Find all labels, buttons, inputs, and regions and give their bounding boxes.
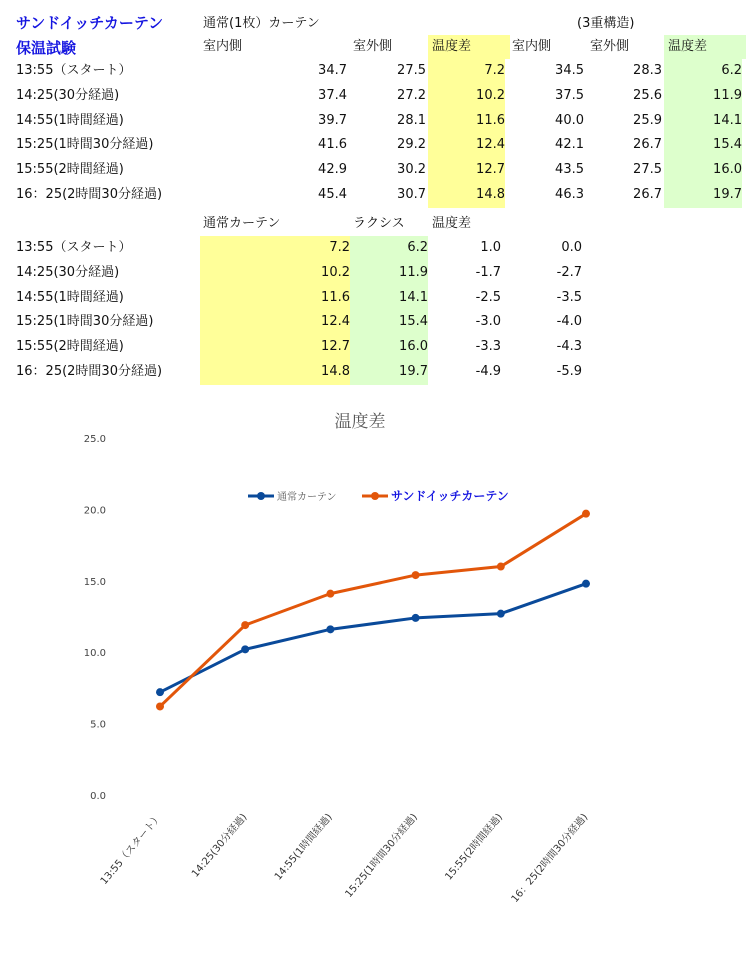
legend-marker	[257, 492, 265, 500]
data-point	[156, 702, 164, 710]
data-point	[156, 688, 164, 696]
table1-cell: 11.9	[664, 84, 742, 109]
table1-cell: 15.4	[664, 133, 742, 158]
table2-cell: 16.0	[350, 335, 428, 360]
data-point	[497, 563, 505, 571]
x-tick-label: 15:25(1時間30分経過)	[343, 811, 420, 900]
table2-cell: 0.0	[561, 240, 582, 255]
table1-header: 室外側	[353, 39, 393, 54]
table1-cell: 11.6	[428, 109, 505, 134]
y-tick-label: 25.0	[83, 434, 106, 445]
data-point	[241, 645, 249, 653]
table1-cell: 26.7	[633, 137, 662, 153]
series-line-2	[160, 514, 586, 707]
x-tick-label: 15:55(2時間経過)	[443, 811, 506, 883]
table2-cell: -3.3	[475, 339, 501, 355]
table1-cell: 14.1	[664, 109, 742, 134]
table2-cell: 15.4	[350, 310, 428, 335]
group1-label: 通常(1枚）カーテン	[203, 16, 320, 31]
table1-cell: 34.7	[318, 63, 347, 78]
page-subtitle: 保温試験	[16, 39, 77, 57]
table2-cell: 12.7	[200, 335, 350, 360]
line-chart	[0, 395, 750, 957]
table2-header: ラクシス	[353, 216, 405, 231]
table1-cell: 42.1	[555, 137, 584, 153]
data-point	[326, 590, 334, 598]
table2-cell: -3.0	[475, 314, 501, 330]
table1-cell: 14.8	[428, 183, 505, 208]
table1-cell: 41.6	[318, 137, 347, 153]
data-point	[412, 571, 420, 579]
table1-cell: 40.0	[555, 112, 584, 128]
table1-row-label: 15:55(2時間経過)	[16, 162, 124, 178]
table2-row-label: 15:55(2時間経過)	[16, 339, 124, 355]
table1-cell: 42.9	[318, 162, 347, 178]
table1-row-label: 14:25(30分経過)	[16, 87, 120, 103]
table2-cell: -4.0	[556, 314, 582, 330]
table1-cell: 12.4	[428, 133, 505, 158]
table1-cell: 28.3	[633, 63, 662, 78]
table1-cell: 30.2	[397, 162, 426, 178]
table1-cell: 6.2	[664, 59, 742, 84]
data-point	[582, 510, 590, 518]
x-tick-label: 16：25(2時間30分経過)	[509, 811, 591, 905]
y-tick-label: 20.0	[83, 505, 106, 517]
x-tick-label: 14:55(1時間経過)	[272, 811, 335, 883]
table1-cell: 30.7	[397, 187, 426, 202]
table1-row-label: 16：25(2時間30分経過)	[16, 187, 163, 202]
table1-cell: 37.4	[318, 87, 347, 103]
table1-cell: 25.9	[633, 112, 662, 128]
table2-row-label: 15:25(1時間30分経過)	[16, 314, 154, 330]
table2-cell: 19.7	[350, 360, 428, 385]
data-point	[241, 621, 249, 629]
table2-cell: 7.2	[200, 236, 350, 261]
table1-row-label: 14:55(1時間経過)	[16, 112, 124, 128]
table1-cell: 34.5	[555, 63, 584, 78]
y-tick-label: 5.0	[90, 719, 106, 731]
table1-cell: 19.7	[664, 183, 742, 208]
table2-cell: -2.7	[556, 264, 582, 280]
table1-cell: 43.5	[555, 162, 584, 178]
table2-header: 温度差	[432, 216, 472, 231]
table1-cell: 27.5	[633, 162, 662, 178]
table2-row-label: 13:55（スタート）	[16, 240, 132, 255]
table2-cell: 10.2	[200, 261, 350, 286]
legend-label: 通常カーテン	[277, 492, 337, 503]
table1-header: 温度差	[664, 35, 746, 59]
table2-cell: 1.0	[480, 240, 501, 255]
table1-cell: 25.6	[633, 87, 662, 103]
table2-header: 通常カーテン	[203, 216, 281, 231]
table1-cell: 27.5	[397, 63, 426, 78]
table1-cell: 12.7	[428, 158, 505, 183]
table1-cell: 26.7	[633, 187, 662, 202]
table1-cell: 7.2	[428, 59, 505, 84]
x-tick-label: 13:55（スタート）	[98, 811, 165, 887]
table1-cell: 39.7	[318, 112, 347, 128]
table2-cell: 14.1	[350, 286, 428, 311]
table2-cell: -1.7	[475, 264, 501, 280]
data-point	[582, 580, 590, 588]
table1-header: 温度差	[428, 35, 510, 59]
table2-row-label: 14:25(30分経過)	[16, 264, 120, 280]
table2-cell: -3.5	[556, 289, 582, 305]
table2-cell: 6.2	[350, 236, 428, 261]
legend-label: サンドイッチカーテン	[391, 489, 509, 503]
table2-cell: -5.9	[556, 364, 582, 379]
table2-cell: -2.5	[475, 289, 501, 305]
y-tick-label: 15.0	[83, 576, 106, 588]
table2-row-label: 14:55(1時間経過)	[16, 289, 124, 305]
data-point	[326, 625, 334, 633]
table1-header: 室内側	[512, 39, 552, 54]
chart-title: 温度差	[334, 412, 386, 432]
table1-cell: 37.5	[555, 87, 584, 103]
data-point	[497, 610, 505, 618]
table1-cell: 16.0	[664, 158, 742, 183]
table1-cell: 28.1	[397, 112, 426, 128]
table2-cell: 11.9	[350, 261, 428, 286]
x-tick-label: 14:25(30分経過)	[190, 811, 250, 880]
table1-header: 室外側	[590, 39, 630, 54]
y-tick-label: 10.0	[83, 648, 106, 660]
data-point	[412, 614, 420, 622]
table2-cell: -4.9	[475, 364, 501, 379]
table1-cell: 10.2	[428, 84, 505, 109]
table1-row-label: 15:25(1時間30分経過)	[16, 137, 154, 153]
legend-marker	[371, 492, 379, 500]
series-line-1	[160, 584, 586, 693]
table2-cell: 11.6	[200, 286, 350, 311]
page-title: サンドイッチカーテン	[16, 14, 164, 32]
y-tick-label: 0.0	[90, 791, 106, 802]
table1-cell: 29.2	[397, 137, 426, 153]
table1-cell: 46.3	[555, 187, 584, 202]
table2-cell: 14.8	[200, 360, 350, 385]
line-chart-svg	[0, 395, 750, 957]
table1-row-label: 13:55（スタート）	[16, 63, 132, 78]
table2-cell: 12.4	[200, 310, 350, 335]
table1-header: 室内側	[203, 39, 243, 54]
table1-cell: 27.2	[397, 87, 426, 103]
group2-label: (3重構造)	[577, 16, 635, 31]
table1-cell: 45.4	[318, 187, 347, 202]
table2-row-label: 16：25(2時間30分経過)	[16, 364, 163, 379]
table2-cell: -4.3	[556, 339, 582, 355]
